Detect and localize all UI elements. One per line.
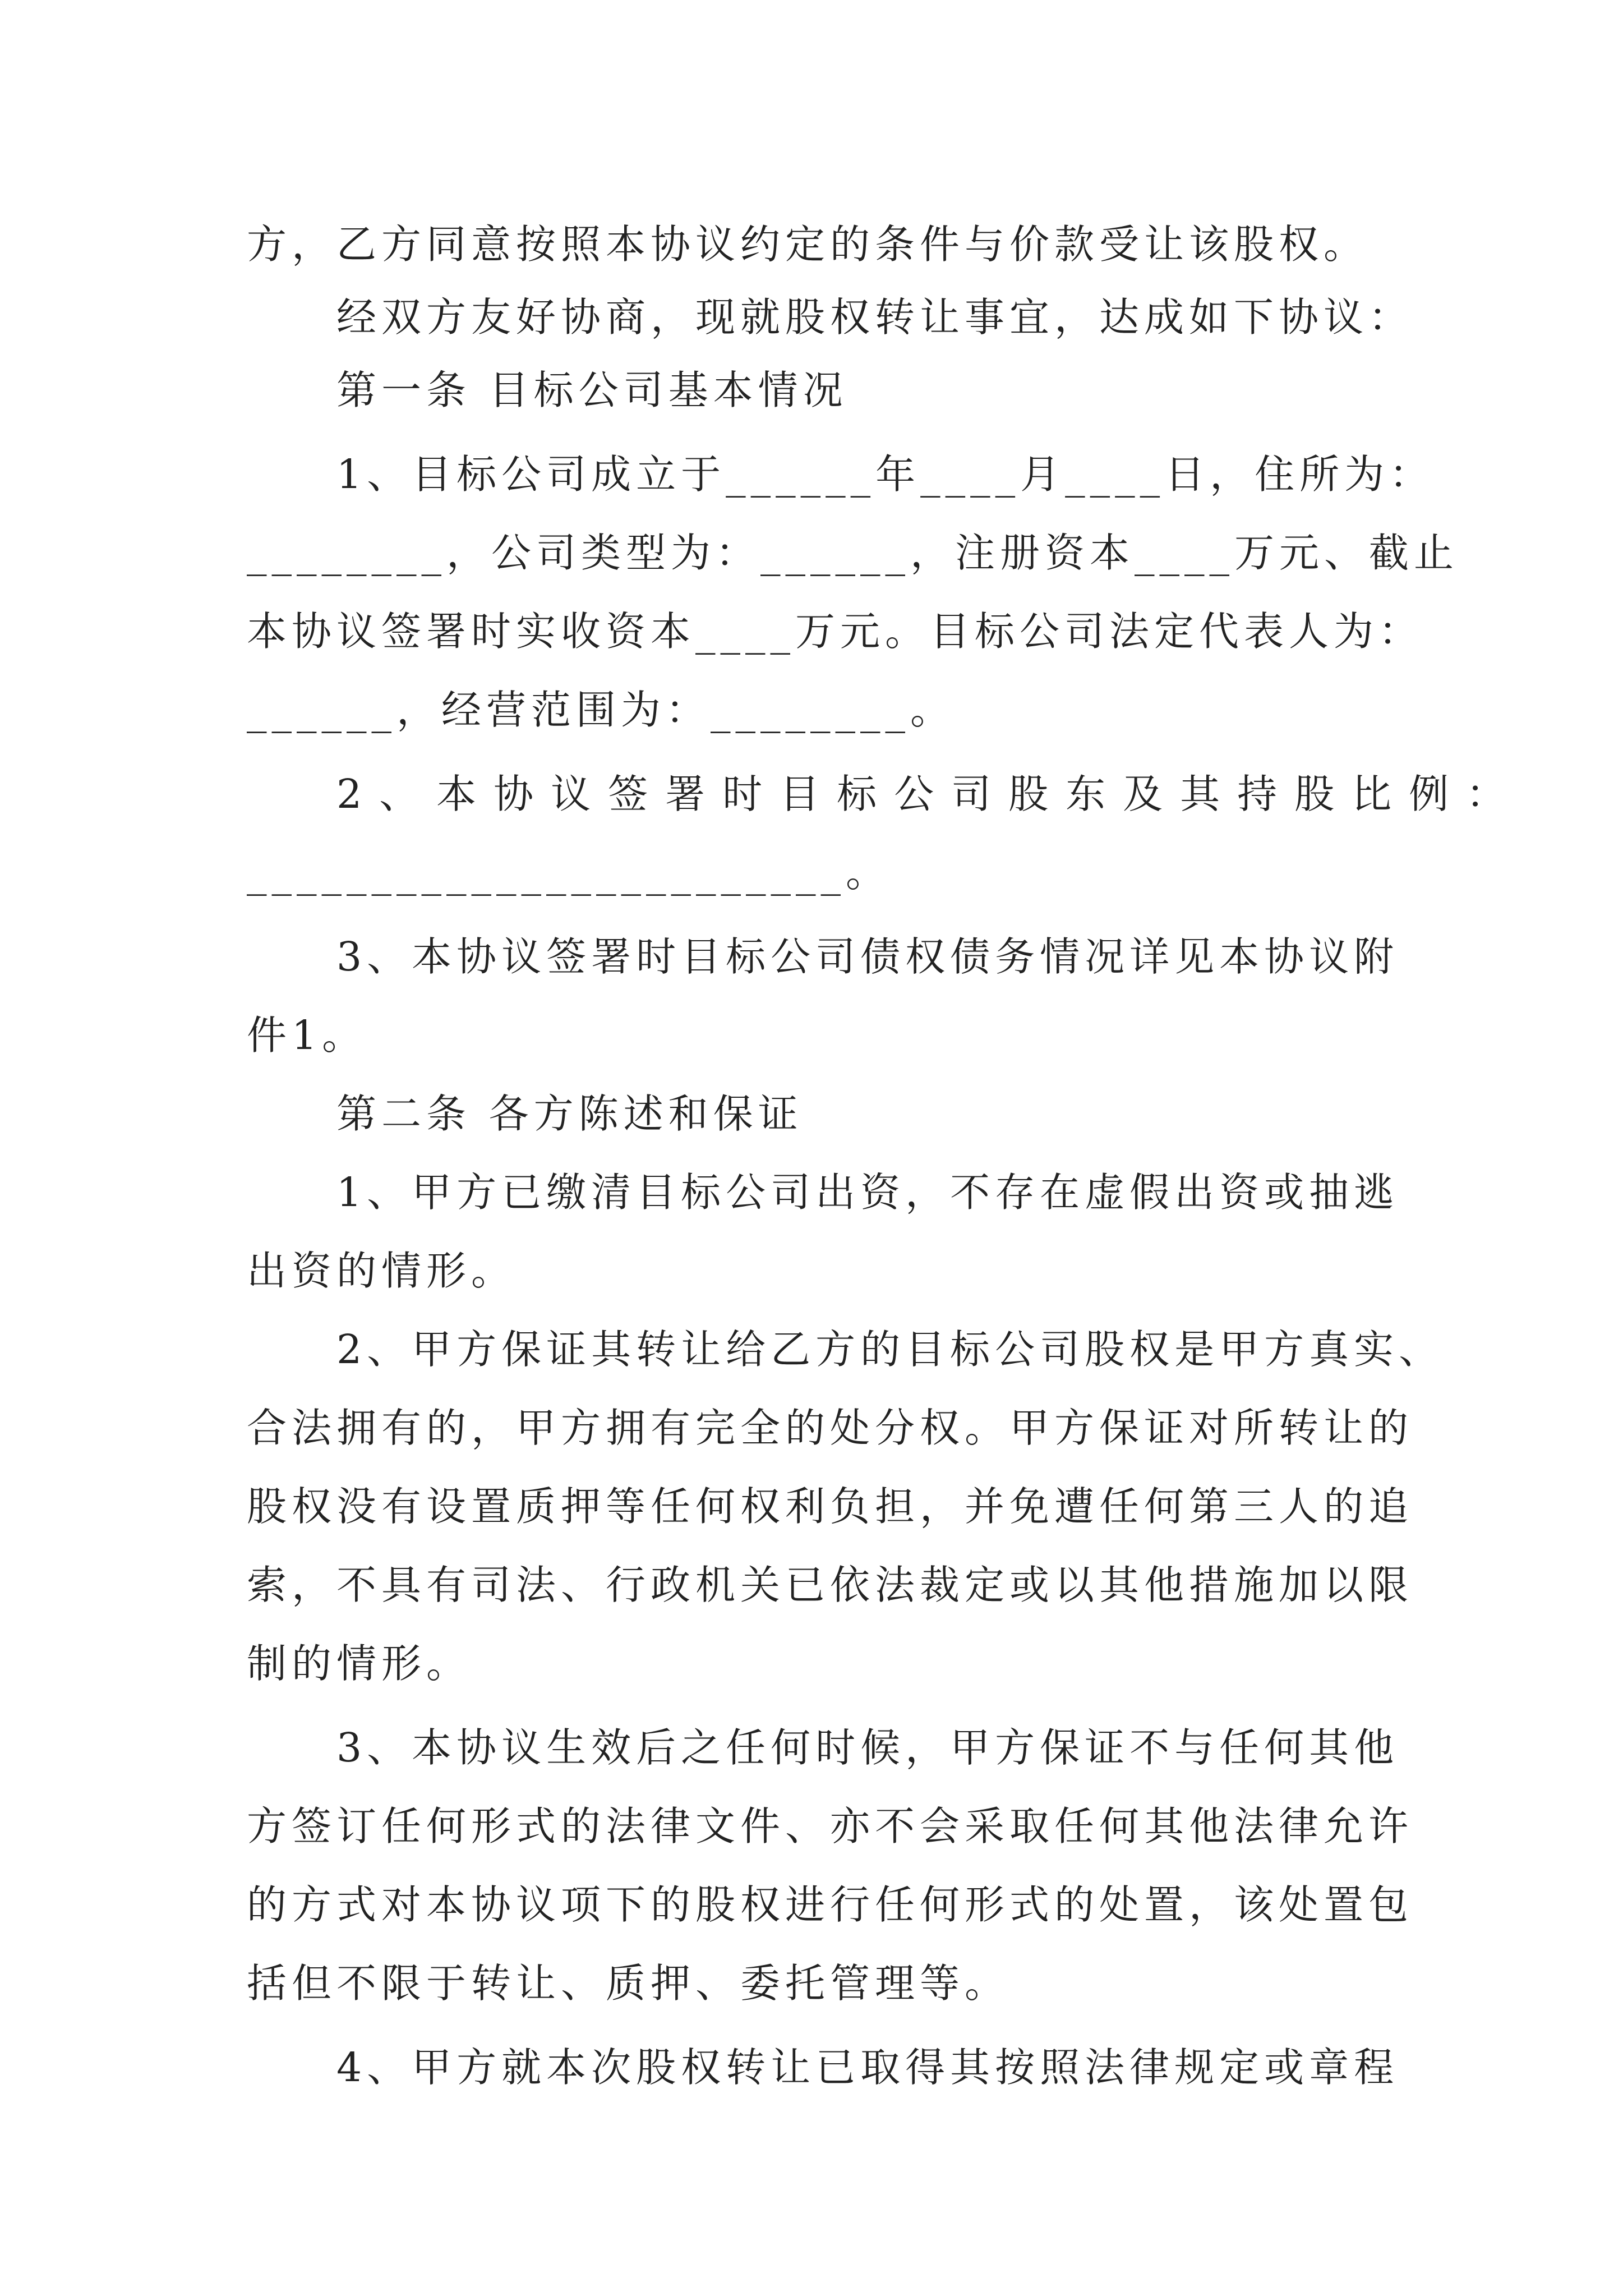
text-line: 方签订任何形式的法律文件、亦不会采取任何其他法律允许	[247, 1803, 1414, 1849]
text-line: 的方式对本协议项下的股权进行任何形式的处置，该处置包	[247, 1881, 1414, 1928]
text-line: 1、甲方已缴清目标公司出资，不存在虚假出资或抽逃	[336, 1169, 1399, 1216]
text-line: 经双方友好协商，现就股权转让事宜，达成如下协议：	[336, 294, 1414, 341]
section-heading: 第一条 目标公司基本情况	[336, 367, 848, 413]
text-line: 2、本协议签署时目标公司股东及其持股比例：	[336, 771, 1524, 817]
text-line: 2、甲方保证其转让给乙方的目标公司股权是甲方真实、	[336, 1326, 1444, 1373]
section-heading: 第二条 各方陈述和保证	[336, 1091, 803, 1137]
text-line: 3、本协议生效后之任何时候，甲方保证不与任何其他	[336, 1724, 1399, 1771]
text-line: 件1。	[247, 1012, 367, 1059]
text-line: ________，公司类型为：______，注册资本____万元、截止	[247, 530, 1459, 576]
text-line: 1、目标公司成立于______年____月____日，住所为：	[336, 451, 1435, 498]
text-line: 3、本协议签署时目标公司债权债务情况详见本协议附	[336, 933, 1399, 980]
text-line: 出资的情形。	[247, 1248, 517, 1294]
text-line: 索，不具有司法、行政机关已依法裁定或以其他措施加以限	[247, 1562, 1414, 1608]
text-line: 4、甲方就本次股权转让已取得其按照法律规定或章程	[336, 2044, 1399, 2091]
text-line: 制的情形。	[247, 1640, 472, 1687]
text-line: 合法拥有的，甲方拥有完全的处分权。甲方保证对所转让的	[247, 1405, 1414, 1451]
text-line: ______，经营范围为：________。	[247, 687, 956, 733]
text-line: ________________________。	[247, 849, 891, 896]
text-line: 股权没有设置质押等任何权利负担，并免遭任何第三人的追	[247, 1483, 1414, 1530]
text-line: 括但不限于转让、质押、委托管理等。	[247, 1960, 1010, 2007]
text-line: 本协议签署时实收资本____万元。目标公司法定代表人为：	[247, 608, 1424, 655]
text-line: 方，乙方同意按照本协议约定的条件与价款受让该股权。	[247, 221, 1369, 268]
